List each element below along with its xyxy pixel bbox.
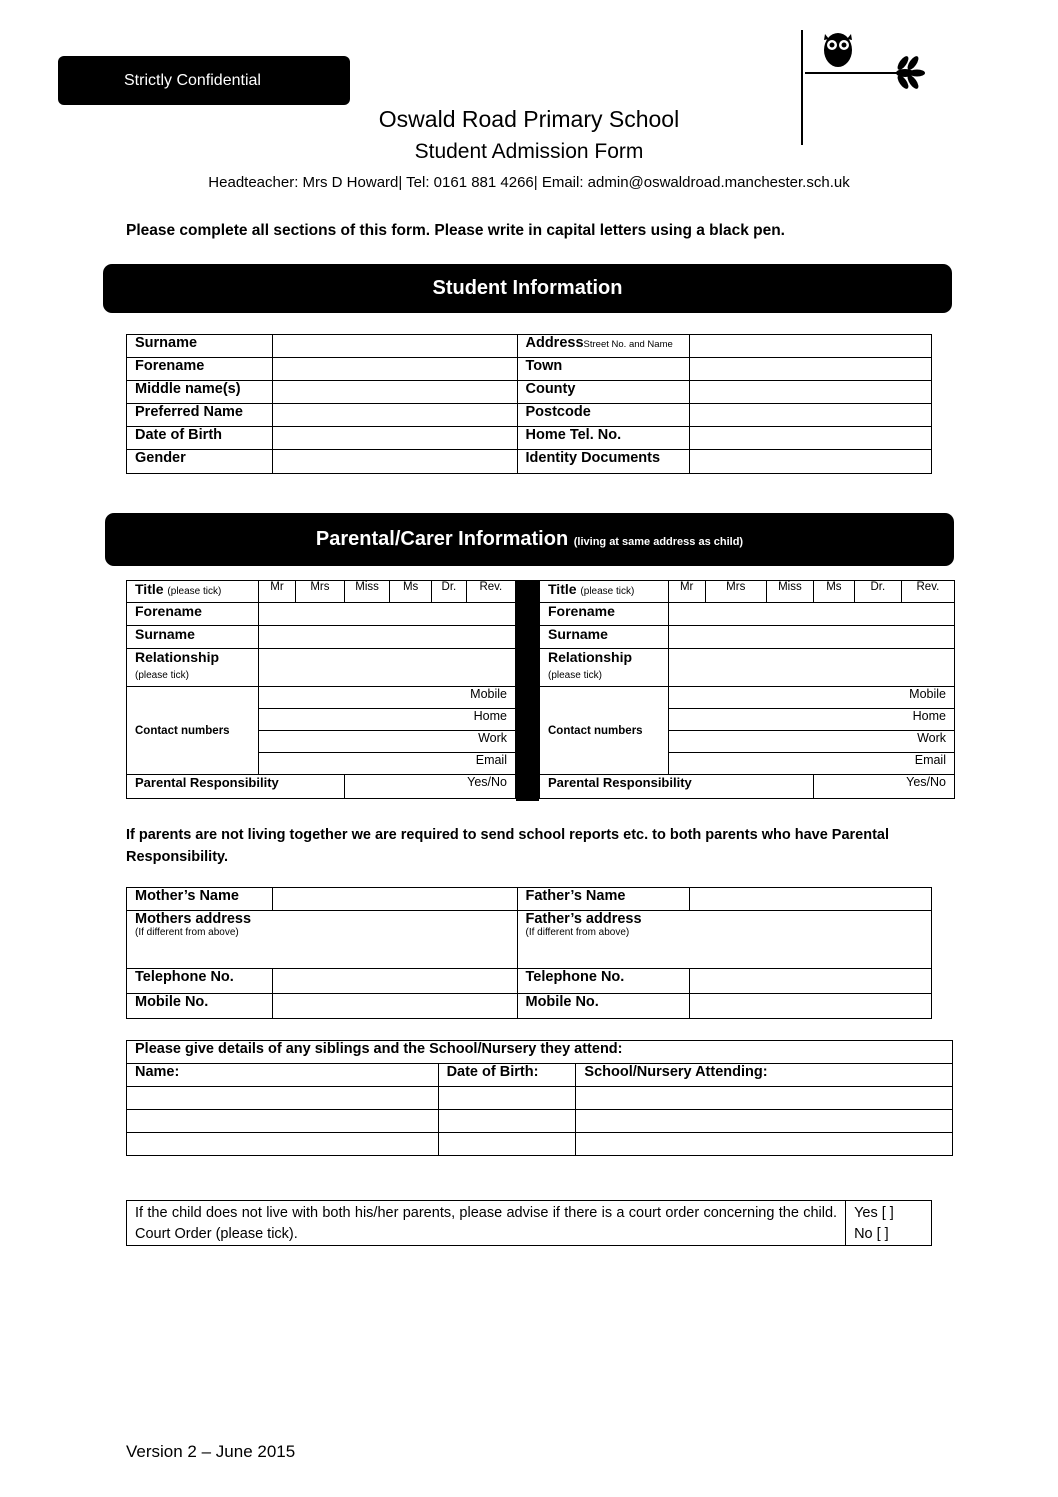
parent-2-contact-label: Contact numbers [540, 687, 669, 775]
court-order-options [846, 1201, 932, 1246]
court-order-text: If the child does not live with both his/her parents, please advise if there is a court order concerning the child. Court Order (please tick). [127, 1201, 846, 1246]
sibling-1-school-field[interactable] [576, 1087, 953, 1110]
parent-2-email-field[interactable]: Email [668, 753, 954, 775]
parent-2-relationship-label: Relationship (please tick) [540, 649, 669, 687]
father-mobile-field[interactable] [690, 994, 932, 1019]
separated-parents-table [126, 887, 932, 1019]
parent-1-relationship-field[interactable] [259, 649, 516, 687]
parent-2-relationship-field[interactable] [668, 649, 954, 687]
contact-line: Headteacher: Mrs D Howard| Tel: 0161 881 4266| Email: admin@oswaldroad.manchester.sch.uk [208, 174, 850, 191]
siblings-dob-header: Date of Birth: [438, 1064, 576, 1087]
parent-1-title-miss[interactable]: Miss [345, 581, 390, 603]
sibling-3-school-field[interactable] [576, 1133, 953, 1156]
confidential-badge: Strictly Confidential [58, 56, 350, 105]
parent-1-table [126, 580, 516, 799]
parent-2-forename-field[interactable] [668, 603, 954, 626]
parent-1-title-mr[interactable]: Mr [259, 581, 296, 603]
father-telephone-field[interactable] [690, 969, 932, 994]
parent-2-title-rev[interactable]: Rev. [901, 581, 954, 603]
parent-1-responsibility-field[interactable]: Yes/No [345, 775, 516, 799]
student-table [126, 334, 932, 474]
dob-label: Date of Birth [127, 427, 273, 450]
identity-docs-field[interactable] [690, 450, 932, 474]
parent-1-work-field[interactable]: Work [259, 731, 516, 753]
surname-field[interactable] [272, 335, 517, 358]
father-address-label: Father’s address [525, 911, 642, 927]
postcode-label: Postcode [517, 404, 690, 427]
school-name: Oswald Road Primary School [378, 106, 680, 132]
sibling-2-dob-field[interactable] [438, 1110, 576, 1133]
father-telephone-label: Telephone No. [517, 969, 690, 994]
forename-field[interactable] [272, 358, 517, 381]
mother-name-label: Mother’s Name [127, 888, 273, 911]
parent-1-surname-field[interactable] [259, 626, 516, 649]
preferred-name-label: Preferred Name [127, 404, 273, 427]
gender-label: Gender [127, 450, 273, 474]
parent-2-title-dr[interactable]: Dr. [854, 581, 901, 603]
parent-1-title-label: Title (please tick) [127, 581, 259, 603]
parent-1-title-dr[interactable]: Dr. [432, 581, 467, 603]
parent-2-surname-label: Surname [540, 626, 669, 649]
siblings-table [126, 1040, 953, 1156]
parent-2-title-mrs[interactable]: Mrs [705, 581, 766, 603]
preferred-name-field[interactable] [272, 404, 517, 427]
address-field[interactable] [690, 335, 932, 358]
mother-name-field[interactable] [272, 888, 517, 911]
siblings-school-header: School/Nursery Attending: [576, 1064, 953, 1087]
parent-1-home-field[interactable]: Home [259, 709, 516, 731]
mother-telephone-field[interactable] [272, 969, 517, 994]
parent-1-email-field[interactable]: Email [259, 753, 516, 775]
parent-section-title: Parental/Carer Information [315, 528, 569, 550]
parent-1-responsibility-label: Parental Responsibility [127, 775, 345, 799]
version-footer: Version 2 – June 2015 [126, 1442, 296, 1461]
court-order-no[interactable]: No [ ] [854, 1226, 889, 1242]
court-order-table [126, 1200, 932, 1246]
address-hint: Street No. and Name [583, 339, 673, 350]
sibling-2-name-field[interactable] [127, 1110, 439, 1133]
middle-name-field[interactable] [272, 381, 517, 404]
separated-parents-note: If parents are not living together we are required to send school reports etc. to both parents who have Parental Responsibility. [126, 827, 890, 865]
parent-1-forename-field[interactable] [259, 603, 516, 626]
identity-docs-label: Identity Documents [517, 450, 690, 474]
mother-telephone-label: Telephone No. [127, 969, 273, 994]
parent-2-responsibility-label: Parental Responsibility [540, 775, 814, 799]
parent-2-forename-label: Forename [540, 603, 669, 626]
parent-2-title-label: Title (please tick) [540, 581, 669, 603]
home-tel-label: Home Tel. No. [517, 427, 690, 450]
parent-1-relationship-label: Relationship (please tick) [127, 649, 259, 687]
parent-2-title-mr[interactable]: Mr [668, 581, 705, 603]
court-order-yes[interactable]: Yes [ ] [854, 1205, 894, 1221]
gender-field[interactable] [272, 450, 517, 474]
dob-field[interactable] [272, 427, 517, 450]
sibling-1-name-field[interactable] [127, 1087, 439, 1110]
parent-1-title-rev[interactable]: Rev. [466, 581, 515, 603]
student-section-title: Student Information [432, 277, 623, 299]
home-tel-field[interactable] [690, 427, 932, 450]
student-section-banner [103, 264, 952, 313]
parent-1-title-ms[interactable]: Ms [390, 581, 432, 603]
town-field[interactable] [690, 358, 932, 381]
parent-2-work-field[interactable]: Work [668, 731, 954, 753]
sibling-3-name-field[interactable] [127, 1133, 439, 1156]
county-label: County [517, 381, 690, 404]
father-address-hint: (If different from above) [525, 927, 630, 938]
parent-2-surname-field[interactable] [668, 626, 954, 649]
parent-1-surname-label: Surname [127, 626, 259, 649]
parent-2-responsibility-field[interactable]: Yes/No [813, 775, 954, 799]
town-label: Town [517, 358, 690, 381]
owl-logo-icon [805, 30, 930, 90]
postcode-field[interactable] [690, 404, 932, 427]
father-name-label: Father’s Name [517, 888, 690, 911]
father-address-field[interactable] [517, 911, 932, 969]
parent-section-banner [105, 513, 954, 566]
sibling-3-dob-field[interactable] [438, 1133, 576, 1156]
siblings-heading: Please give details of any siblings and the School/Nursery they attend: [127, 1041, 953, 1064]
parent-1-contact-label: Contact numbers [127, 687, 259, 775]
sibling-1-dob-field[interactable] [438, 1087, 576, 1110]
mother-address-hint: (If different from above) [135, 927, 239, 938]
parent-2-title-miss[interactable]: Miss [766, 581, 813, 603]
mother-address-field[interactable] [127, 911, 518, 969]
father-mobile-label: Mobile No. [517, 994, 690, 1019]
parent-1-forename-label: Forename [127, 603, 259, 626]
father-name-field[interactable] [690, 888, 932, 911]
parent-2-home-field[interactable]: Home [668, 709, 954, 731]
surname-label: Surname [127, 335, 273, 358]
mother-mobile-field[interactable] [272, 994, 517, 1019]
parent-2-table [539, 580, 955, 799]
mother-address-label: Mothers address [135, 911, 252, 927]
parent-divider [516, 580, 539, 801]
address-label: AddressStreet No. and Name [517, 335, 690, 358]
sibling-2-school-field[interactable] [576, 1110, 953, 1133]
parent-2-title-ms[interactable]: Ms [813, 581, 854, 603]
parent-section-note: (living at same address as child) [573, 536, 744, 548]
form-title: Student Admission Form [414, 140, 644, 163]
mother-mobile-label: Mobile No. [127, 994, 273, 1019]
middle-name-label: Middle name(s) [127, 381, 273, 404]
siblings-name-header: Name: [127, 1064, 439, 1087]
parent-2-mobile-field[interactable]: Mobile [668, 687, 954, 709]
forename-label: Forename [127, 358, 273, 381]
instructions: Please complete all sections of this form. Please write in capital letters using a black pen. [126, 222, 785, 239]
parent-1-title-mrs[interactable]: Mrs [295, 581, 344, 603]
county-field[interactable] [690, 381, 932, 404]
parent-1-mobile-field[interactable]: Mobile [259, 687, 516, 709]
